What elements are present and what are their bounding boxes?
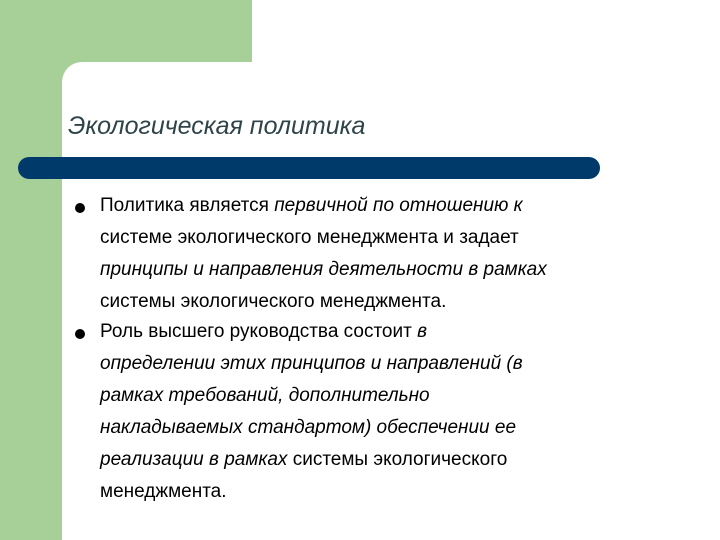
bullet-line — [100, 476, 680, 508]
text-run: системы экологического менеджмента. — [100, 291, 447, 312]
bullet-line — [100, 316, 680, 348]
bullet-line — [100, 348, 680, 380]
text-run: Роль высшего руководства состоит — [100, 321, 418, 342]
slide-title: Экологическая политика — [68, 112, 366, 140]
italic-run: реализации в рамках — [100, 449, 293, 470]
text-run: Политика является — [100, 195, 275, 216]
bullet-dot-icon — [75, 203, 85, 213]
italic-run: рамках требований, дополнительно — [100, 385, 430, 406]
italic-run: первичной по отношению к — [274, 195, 523, 216]
bullet-line — [100, 222, 680, 254]
italic-run: накладываемых стандартом) обеспечении ее — [100, 417, 517, 438]
bullet-line — [100, 380, 680, 412]
bullet-line — [100, 444, 680, 476]
text-run: менеджмента. — [100, 481, 227, 502]
title-underline-bar — [18, 157, 600, 179]
bullet-line — [100, 190, 680, 222]
italic-run: определении этих принципов и направлений (в — [100, 353, 523, 374]
bullet-line — [100, 286, 680, 318]
bullet-paragraph-2 — [100, 316, 680, 508]
text-run: системы экологического — [292, 449, 508, 470]
italic-run: в — [417, 321, 428, 342]
text-run: системе экологического менеджмента и задает — [100, 227, 519, 248]
bullet-dot-icon — [75, 329, 85, 339]
italic-run: принципы и направления деятельности в рамках — [100, 259, 547, 280]
bullet-line — [100, 412, 680, 444]
bullet-line — [100, 254, 680, 286]
bullet-paragraph-1 — [100, 190, 680, 318]
